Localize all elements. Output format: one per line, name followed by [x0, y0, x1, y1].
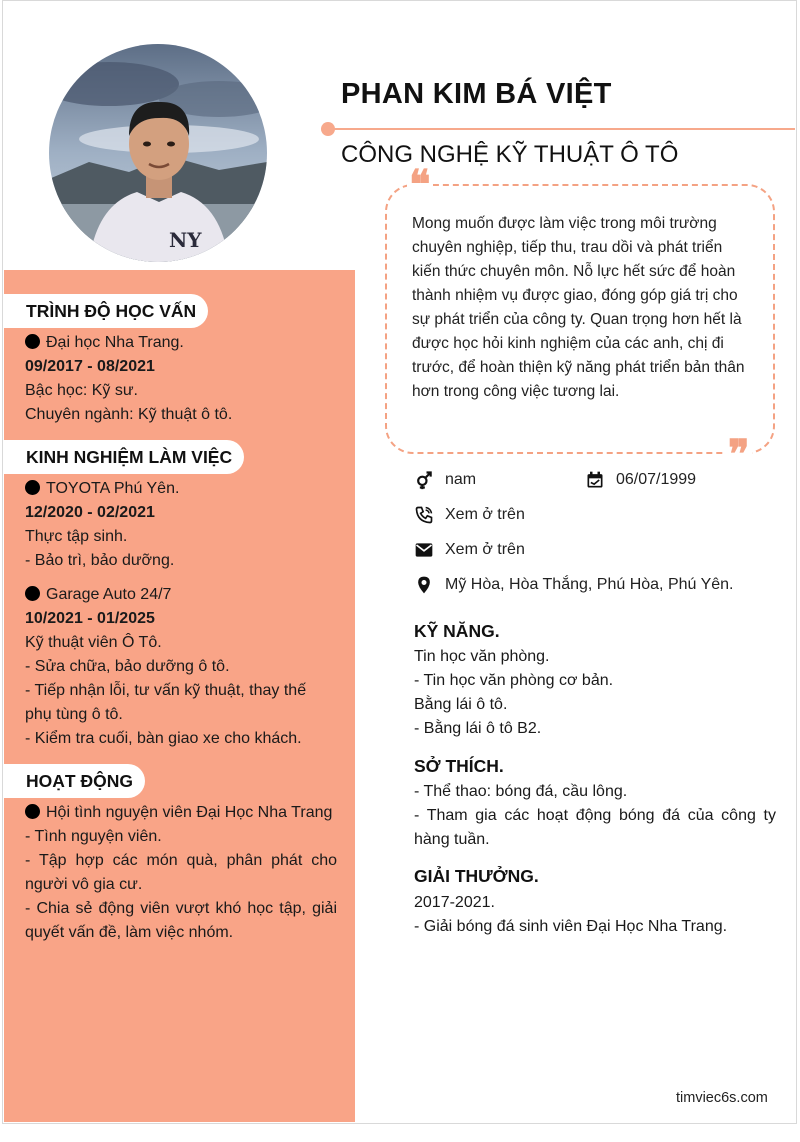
- education-degree: Bậc học: Kỹ sư.: [25, 382, 138, 399]
- skills-heading: KỸ NĂNG.: [414, 621, 500, 641]
- address-row: [414, 575, 733, 595]
- activity-detail: - Chia sẻ động viên vượt khó học tập, giải quyết vấn đề, làm việc nhóm.: [25, 900, 337, 941]
- education-block: [25, 331, 337, 427]
- birthday-row: [585, 470, 696, 490]
- calendar-icon: [585, 470, 605, 490]
- job-company: Garage Auto 24/7: [46, 586, 172, 603]
- gender-value: nam: [445, 471, 477, 488]
- profile-photo: [49, 44, 267, 262]
- education-heading: TRÌNH ĐỘ HỌC VẤN: [4, 294, 208, 328]
- gender-icon: [414, 470, 434, 490]
- close-quote-icon: ❞: [728, 431, 750, 478]
- skills-block: [414, 645, 776, 741]
- awards-heading: GIẢI THƯỞNG.: [414, 866, 539, 886]
- activity-detail: - Tập hợp các món quà, phân phát cho người vô gia cư.: [25, 852, 337, 893]
- footer-site: timviec6s.com: [676, 1090, 768, 1106]
- email-row: [414, 540, 525, 560]
- skills-line: Bằng lái ô tô.: [414, 696, 508, 713]
- job-role: Kỹ thuật viên Ô Tô.: [25, 634, 162, 651]
- hobbies-heading: SỞ THÍCH.: [414, 756, 504, 776]
- job-period: 12/2020 - 02/2021: [25, 504, 155, 521]
- phone-row: [414, 505, 525, 525]
- education-major: Chuyên ngành: Kỹ thuật ô tô.: [25, 406, 233, 423]
- job-detail: - Tiếp nhận lỗi, tư vấn kỹ thuật, thay thế phụ tùng ô tô.: [25, 682, 307, 723]
- job-period: 10/2021 - 01/2025: [25, 610, 155, 627]
- title-divider: [327, 128, 795, 130]
- job-role: Thực tập sinh.: [25, 528, 128, 545]
- awards-line: - Giải bóng đá sinh viên Đại Học Nha Trang.: [414, 918, 728, 935]
- awards-block: [414, 891, 776, 939]
- skills-line: Tin học văn phòng.: [414, 648, 550, 665]
- email-icon: [414, 540, 434, 560]
- phone-icon: [414, 505, 434, 525]
- activity-org: Hội tình nguyện viên Đại Học Nha Trang: [46, 804, 333, 821]
- hobbies-line: - Tham gia các hoạt động bóng đá của công ty hàng tuần.: [414, 807, 776, 848]
- shirt-logo: NY: [169, 228, 202, 252]
- job-detail: - Kiểm tra cuối, bàn giao xe cho khách.: [25, 730, 302, 747]
- phone-value: Xem ở trên: [445, 506, 525, 523]
- job-company-row: [25, 583, 337, 607]
- job-detail: - Sửa chữa, bảo dưỡng ô tô.: [25, 658, 230, 675]
- job-company: TOYOTA Phú Yên.: [46, 480, 180, 497]
- birthday-value: 06/07/1999: [616, 471, 697, 488]
- job-company-row: [25, 477, 337, 501]
- experience-heading: KINH NGHIỆM LÀM VIỆC: [4, 440, 244, 474]
- email-value: Xem ở trên: [445, 541, 525, 558]
- bullet-icon: [25, 586, 40, 601]
- job-title: CÔNG NGHỆ KỸ THUẬT Ô TÔ: [341, 141, 679, 168]
- activities-heading: HOẠT ĐỘNG: [4, 764, 145, 798]
- bullet-icon: [25, 804, 40, 819]
- experience-job-1: [25, 477, 337, 573]
- open-quote-icon: ❝: [409, 161, 431, 208]
- hobbies-line: - Thể thao: bóng đá, cầu lông.: [414, 783, 628, 800]
- experience-job-2: [25, 583, 337, 751]
- activity-detail: - Tình nguyện viên.: [25, 828, 162, 845]
- education-school-row: [25, 331, 337, 355]
- skills-line: - Tin học văn phòng cơ bản.: [414, 672, 614, 689]
- education-school: Đại học Nha Trang.: [46, 334, 184, 351]
- candidate-name: PHAN KIM BÁ VIỆT: [341, 78, 612, 110]
- education-period: 09/2017 - 08/2021: [25, 358, 155, 375]
- gender-row: [414, 470, 476, 490]
- bullet-icon: [25, 334, 40, 349]
- profile-photo-illustration: [49, 44, 267, 262]
- job-detail: - Bảo trì, bảo dưỡng.: [25, 552, 175, 569]
- bullet-icon: [25, 480, 40, 495]
- skills-line: - Bằng lái ô tô B2.: [414, 720, 542, 737]
- activity-org-row: [25, 801, 337, 825]
- objective-text: Mong muốn được làm việc trong môi trường chuyên nghiệp, tiếp thu, trau dồi và phát triển kiến thức chuyên môn. Nỗ lực hết sức để hoàn thành nhiệm vụ được giao, đóng góp giá trị cho sự phát triển của công ty. Quan trọng hơn hết là được học hỏi kinh nghiệm của các anh, chị đi trước, để hoàn thiện kỹ năng phát triển bản thân hơn trong công việc tương lai.: [412, 215, 745, 400]
- activities-block: [25, 801, 337, 945]
- awards-line: 2017-2021.: [414, 894, 495, 911]
- hobbies-block: [414, 780, 776, 852]
- location-pin-icon: [414, 575, 434, 595]
- address-value: Mỹ Hòa, Hòa Thắng, Phú Hòa, Phú Yên.: [445, 576, 734, 593]
